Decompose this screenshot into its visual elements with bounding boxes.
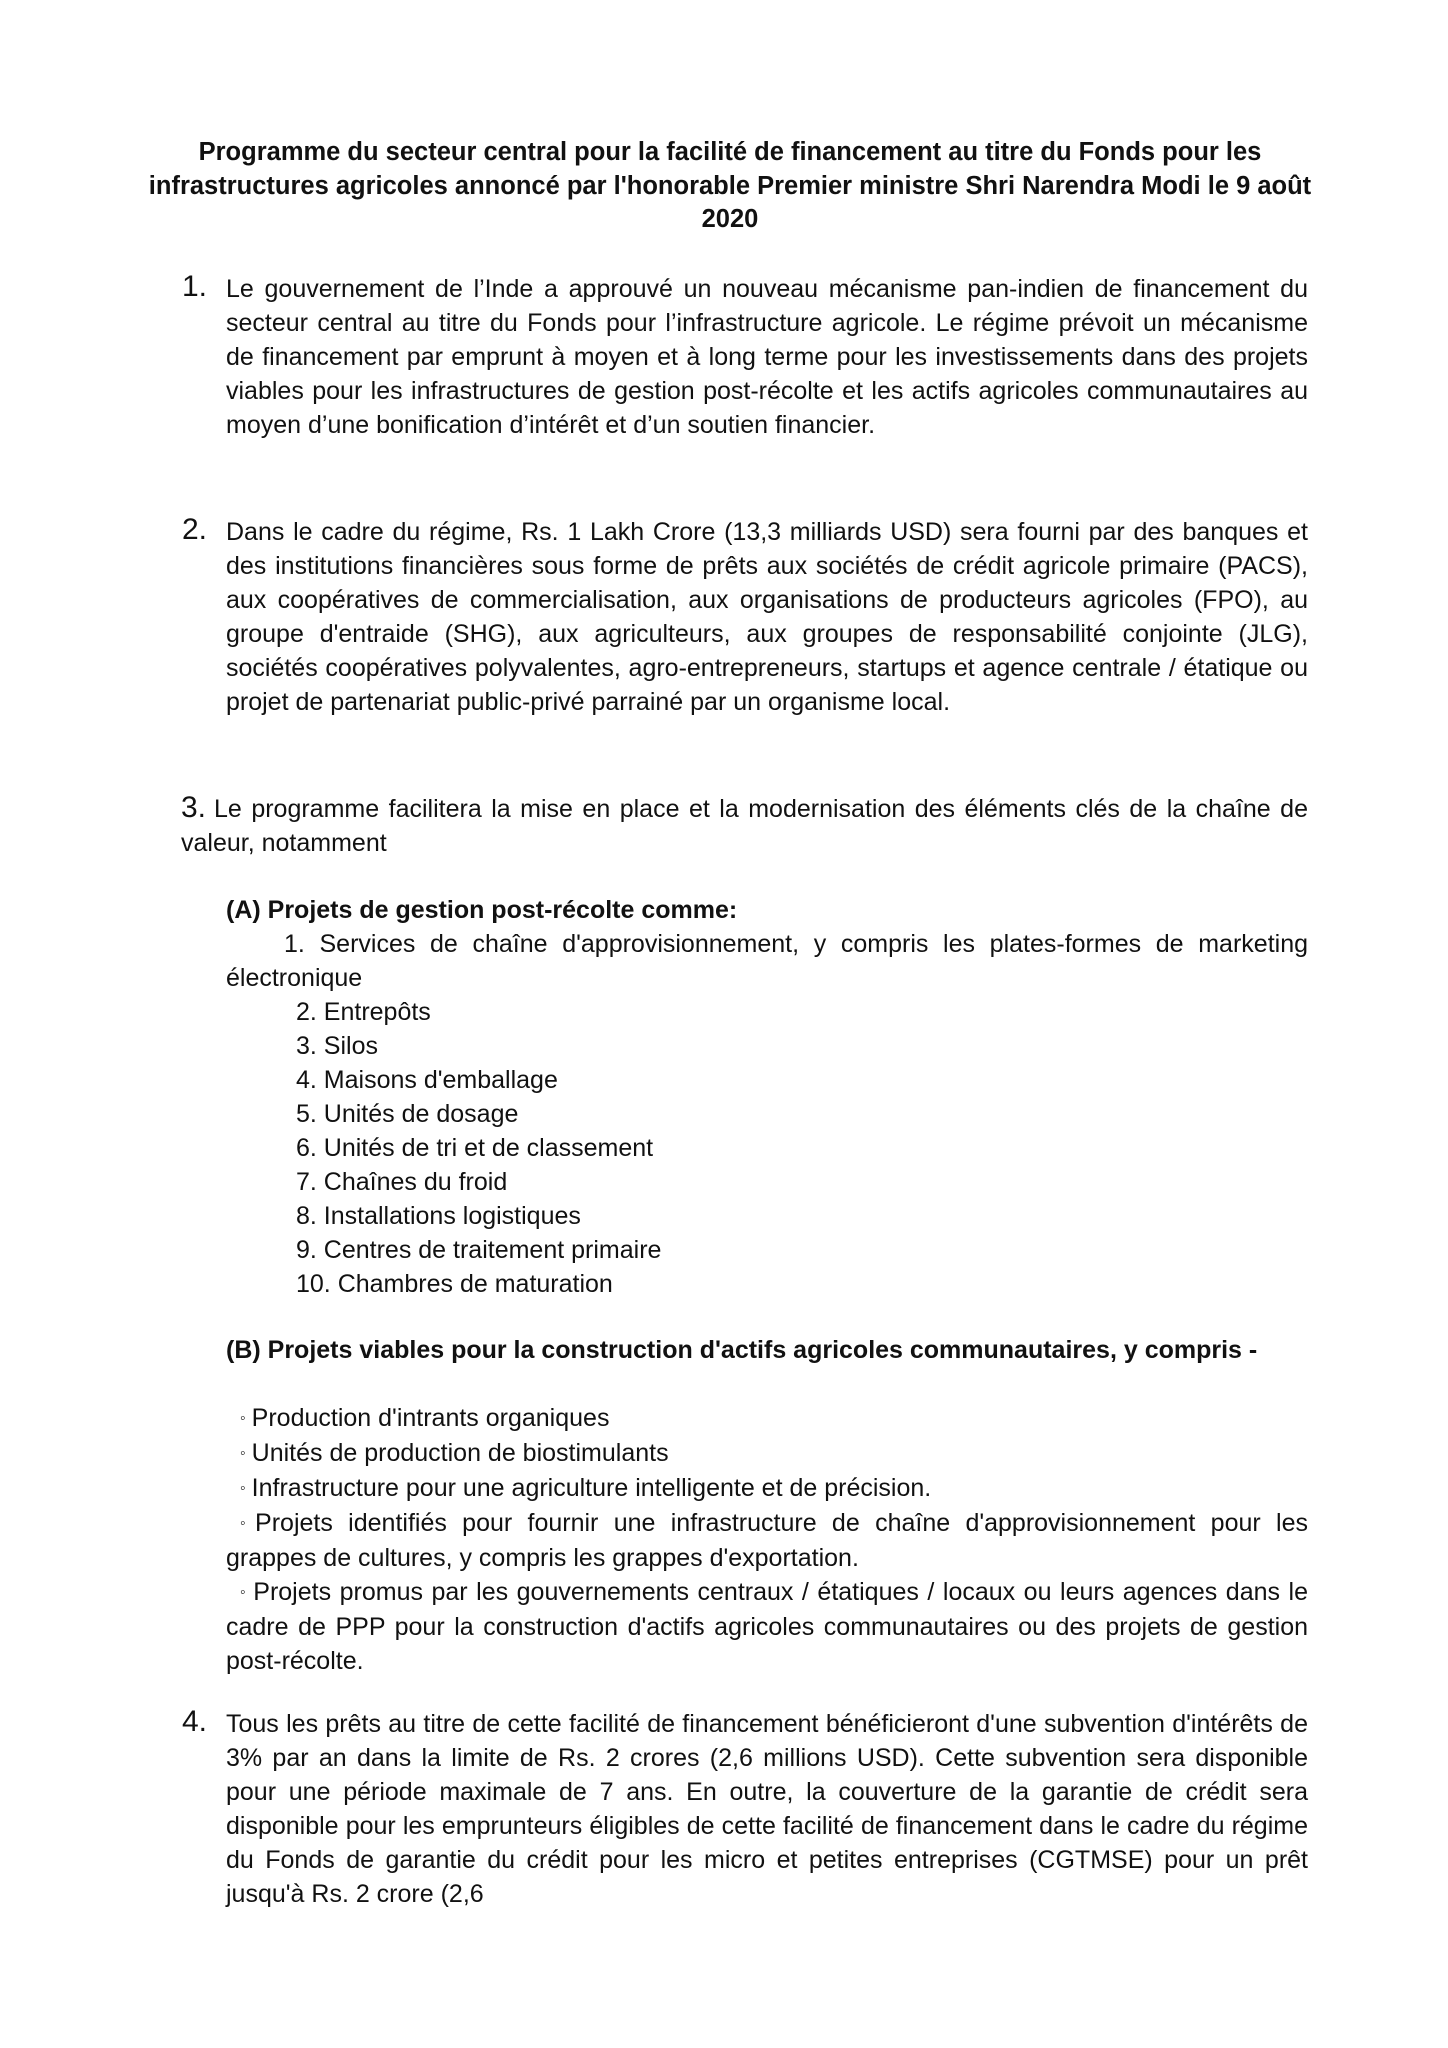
list-item: 3. Silos: [296, 1032, 378, 1060]
list-item-text: Projets identifiés pour fournir une infrastructure de chaîne d'approvisionnement pour les grappes de cultures, y compris les grappes d'exportation.: [226, 1509, 1308, 1572]
section-a-heading: (A) Projets de gestion post-récolte comme:: [226, 896, 738, 924]
section-b-heading: (B) Projets viables pour la construction d'actifs agricoles communautaires, y compris -: [226, 1336, 1258, 1364]
paragraph-number: 4.: [182, 1705, 208, 1738]
list-item: 7. Chaînes du froid: [296, 1168, 508, 1196]
paragraph-number: 1.: [182, 270, 208, 303]
bullet-circle-icon: ◦: [240, 1584, 248, 1601]
paragraph-2: [182, 513, 1308, 719]
paragraph-number: 3.: [181, 791, 207, 824]
list-item: [226, 1471, 1308, 1506]
list-item: 4. Maisons d'emballage: [296, 1066, 558, 1094]
list-item: 2. Entrepôts: [296, 998, 431, 1026]
list-item: 8. Installations logistiques: [296, 1202, 581, 1230]
section-b-list: [226, 1401, 1308, 1678]
list-item: [226, 1506, 1308, 1575]
section-a-list: [226, 927, 1308, 1301]
bullet-circle-icon: ◦: [240, 1515, 255, 1532]
list-item: 10. Chambres de maturation: [296, 1270, 613, 1298]
bullet-circle-icon: ◦: [240, 1410, 246, 1427]
list-item: [226, 1401, 1308, 1436]
list-item: 1. Services de chaîne d'approvisionnement, y compris les plates-formes de marketing électronique: [226, 930, 1308, 992]
document-title: Programme du secteur central pour la facilité de financement au titre du Fonds pour les infrastructures agricoles annoncé par l'honorable Premier ministre Shri Narendra Modi le 9 août 2020: [148, 138, 1312, 233]
list-item-text: Infrastructure pour une agriculture intelligente et de précision.: [251, 1474, 932, 1502]
list-item: [226, 1575, 1308, 1678]
paragraph-number: 2.: [182, 513, 208, 546]
bullet-circle-icon: ◦: [240, 1445, 246, 1462]
paragraph-4: [182, 1705, 1308, 1911]
list-item: [226, 1436, 1308, 1471]
paragraph-text: Tous les prêts au titre de cette facilité de financement bénéficieront d'une subvention d'intérêts de 3% par an dans la limite de Rs. 2 crores (2,6 millions USD). Cette subvention sera disponible pour une période maximale de 7 ans. En outre, la couverture de la garantie de crédit sera disponible pour les emprunteurs éligibles de cette facilité de financement dans le cadre du régime du Fonds de garantie du crédit pour les micro et petites entreprises (CGTMSE) pour un prêt jusqu'à Rs. 2 crore (2,6: [226, 1710, 1308, 1908]
list-item-text: Projets promus par les gouvernements centraux / étatiques / locaux ou leurs agences dans le cadre de PPP pour la construction d'actifs agricoles communautaires ou des projets de gestion post-récolte.: [226, 1578, 1308, 1675]
list-item: 5. Unités de dosage: [296, 1100, 519, 1128]
list-item: 9. Centres de traitement primaire: [296, 1236, 662, 1264]
paragraph-text: Le gouvernement de l’Inde a approuvé un nouveau mécanisme pan-indien de financement du secteur central au titre du Fonds pour l’infrastructure agricole. Le régime prévoit un mécanisme de financement par emprunt à moyen et à long terme pour les investissements dans des projets viables pour les infrastructures de gestion post-récolte et les actifs agricoles communautaires au moyen d’une bonification d’intérêt et d’un soutien financier.: [226, 275, 1308, 439]
paragraph-1: [182, 270, 1308, 442]
list-item-text: Unités de production de biostimulants: [251, 1439, 669, 1467]
paragraph-text: Dans le cadre du régime, Rs. 1 Lakh Crore (13,3 milliards USD) sera fourni par des banques et des institutions financières sous forme de prêts aux sociétés de crédit agricole primaire (PACS), aux coopératives de commercialisation, aux organisations de producteurs agricoles (FPO), au groupe d'entraide (SHG), aux agriculteurs, aux groupes de responsabilité conjointe (JLG), sociétés coopératives polyvalentes, agro-entrepreneurs, startups et agence centrale / étatique ou projet de partenariat public-privé parrainé par un organisme local.: [226, 518, 1308, 716]
paragraph-text: Le programme facilitera la mise en place et la modernisation des éléments clés de la chaîne de valeur, notamment: [181, 795, 1308, 857]
list-item-text: Production d'intrants organiques: [251, 1404, 610, 1432]
list-item: 6. Unités de tri et de classement: [296, 1134, 654, 1162]
paragraph-3: [181, 791, 1308, 860]
bullet-circle-icon: ◦: [240, 1480, 246, 1497]
